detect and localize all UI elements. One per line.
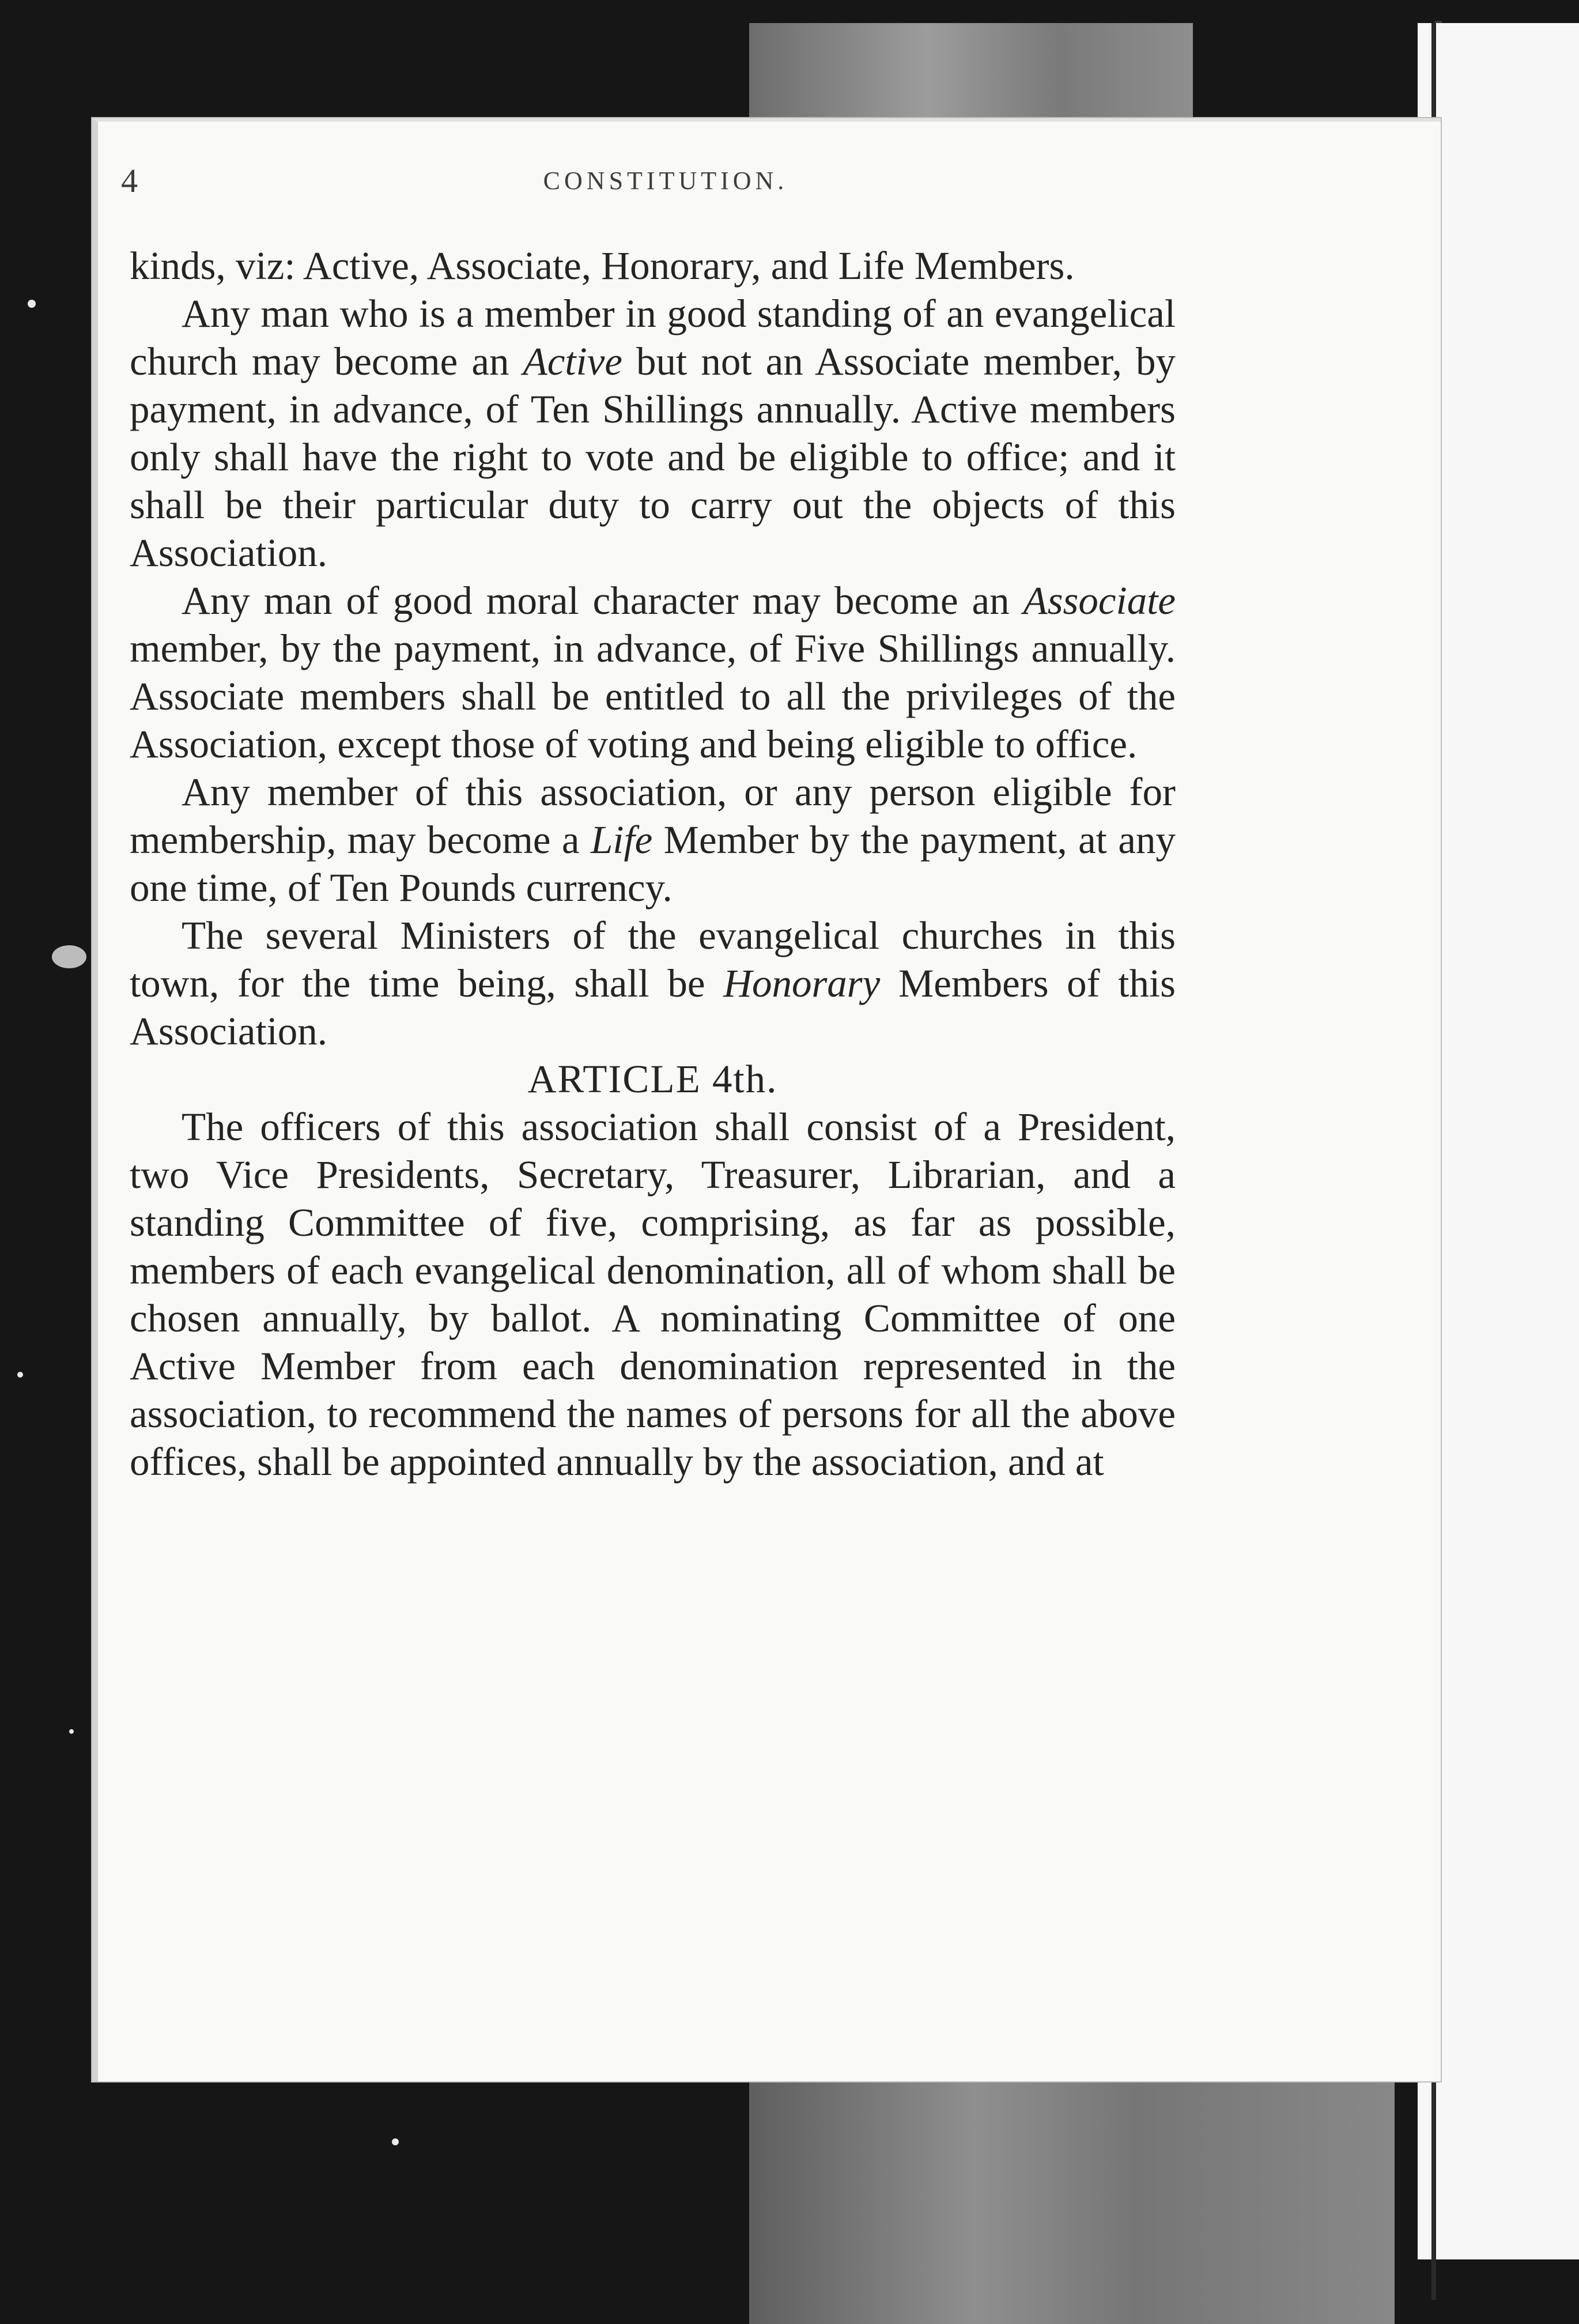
text-run: Members of this Association. [130,961,1176,1053]
italic-term: Life [590,818,653,862]
italic-term: Active [523,339,622,383]
text-run: Member by the payment, at any one time, of Ten Pounds currency. [130,818,1176,910]
text-run: member, by the payment, in advance, of Five Shillings annually. Associate members shall be entitled to all the privileges of the Association, except those of voting and being eligible to office. [130,627,1176,766]
book-edge-bottom [749,2058,1395,2324]
paragraph-associate-members [130,577,1176,768]
body-text [130,242,1176,1486]
running-title: CONSTITUTION. [543,167,788,195]
running-head [121,161,1274,207]
paragraph-honorary-members [130,912,1176,1055]
dust-speck [392,2138,399,2145]
dust-speck [17,1372,23,1378]
article-heading: ARTICLE 4th. [527,1057,778,1101]
text-run: Any member of this association, or any person eligible for membership, may become a [130,770,1176,862]
text-run: but not an Associate member, by payment, in advance, of Ten Shillings annually. Active members only shall have the right to vote and be eligible to office; and it shall be their particular duty to carry out the objects of this Association. [130,339,1176,575]
dust-speck [28,300,36,308]
text-run: Any man who is a member in good standing of an evangelical church may become an [130,292,1176,383]
facing-page [1418,23,1579,2259]
italic-term: Associate [1023,579,1176,622]
page-number: 4 [121,162,138,199]
text-run: The several Ministers of the evangelical churches in this town, for the time being, shall be [130,914,1176,1005]
text-run: The officers of this association shall consist of a President, two Vice Presidents, Secretary, Treasurer, Librarian, and a standing Committee of five, comprising, as far as possible, members of each evangelical denomination, all of whom shall be chosen annually, by ballot. A nominating Committee of one Active Member from each denomination represented in the association, to recommend the names of persons for all the above offices, shall be appointed annually by the association, and at [130,1105,1176,1484]
dust-speck [69,1729,74,1734]
text-run: Any man of good moral character may become an [182,579,1023,622]
paragraph-membership-kinds [130,242,1176,290]
paragraph-life-members [130,768,1176,912]
dust-speck [52,945,86,968]
paragraph-active-members [130,290,1176,577]
text-run: kinds, viz: Active, Associate, Honorary, and Life Members. [130,244,1075,288]
paragraph-officers [130,1103,1176,1486]
italic-term: Honorary [723,961,881,1005]
